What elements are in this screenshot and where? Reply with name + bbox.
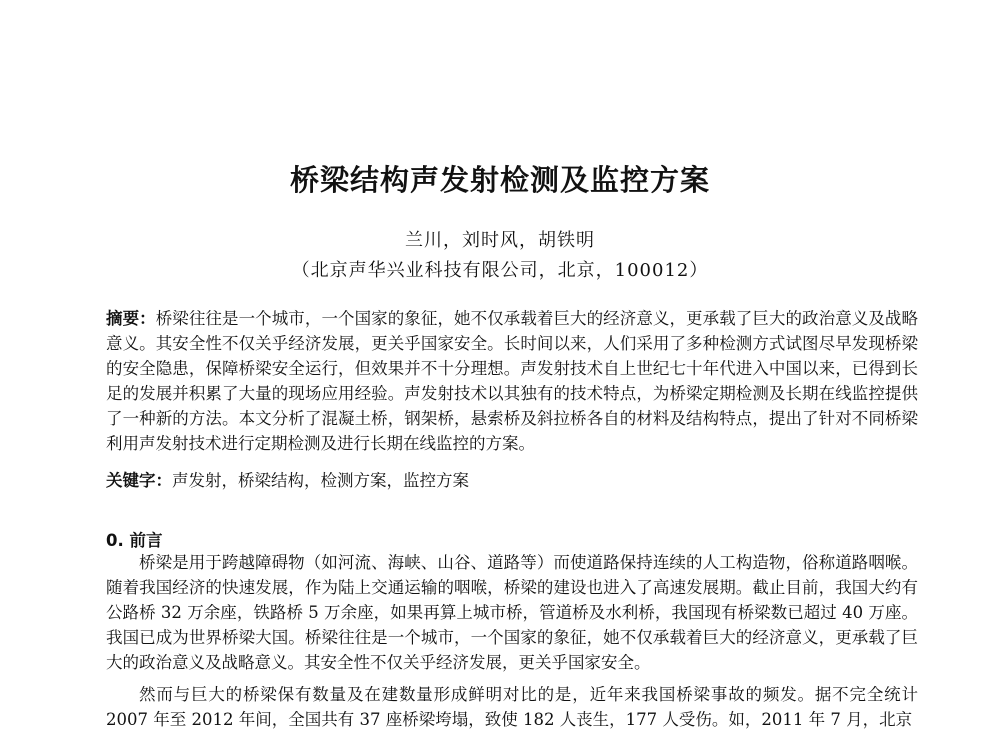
abstract-label: 摘要：	[106, 309, 156, 328]
abstract-text: 桥梁往往是一个城市，一个国家的象征，她不仅承载着巨大的经济意义，更承载了巨大的政治意义及战略意义。其安全性不仅关乎经济发展，更关乎国家安全。长时间以来，人们采用了多种检测方式试图尽早发现桥梁的安全隐患，保障桥梁安全运行，但效果并不十分理想。声发射技术自上世纪七十年代进入中国以来，已得到长足的发展并积累了大量的现场应用经验。声发射技术以其独有的技术特点，为桥梁定期检测及长期在线监控提供了一种新的方法。本文分析了混凝土桥，钢架桥，悬索桥及斜拉桥各自的材料及结构特点，提出了针对不同桥梁利用声发射技术进行定期检测及进行长期在线监控的方案。	[106, 309, 918, 453]
abstract	[106, 306, 918, 456]
keywords-label: 关键字：	[106, 471, 172, 490]
body-paragraph-1: 桥梁是用于跨越障碍物（如河流、海峡、山谷、道路等）而使道路保持连续的人工构造物，俗称道路咽喉。随着我国经济的快速发展，作为陆上交通运输的咽喉，桥梁的建设也进入了高速发展期。截止目前，我国大约有公路桥 32 万余座，铁路桥 5 万余座，如果再算上城市桥，管道桥及水利桥，我国现有桥梁数已超过 40 万座。我国已成为世界桥梁大国。桥梁往往是一个城市，一个国家的象征，她不仅承载着巨大的经济意义，更承载了巨大的政治意义及战略意义。其安全性不仅关乎经济发展，更关乎国家安全。	[106, 553, 918, 672]
affiliation: （北京声华兴业科技有限公司，北京，100012）	[291, 260, 709, 281]
body-paragraph-2: 然而与巨大的桥梁保有数量及在建数量形成鲜明对比的是，近年来我国桥梁事故的频发。据不完全统计 2007 年至 2012 年间，全国共有 37 座桥梁垮塌，致使 182 人丧生，177 人受伤。如，2011 年 7 月，北京	[106, 685, 918, 729]
keywords	[106, 468, 918, 493]
author-list: 兰川，刘时风，胡铁明	[405, 230, 595, 251]
section-heading: 0. 前言	[106, 531, 163, 550]
paper-title: 桥梁结构声发射检测及监控方案	[289, 163, 710, 197]
keywords-text: 声发射，桥梁结构，检测方案，监控方案	[172, 471, 469, 490]
